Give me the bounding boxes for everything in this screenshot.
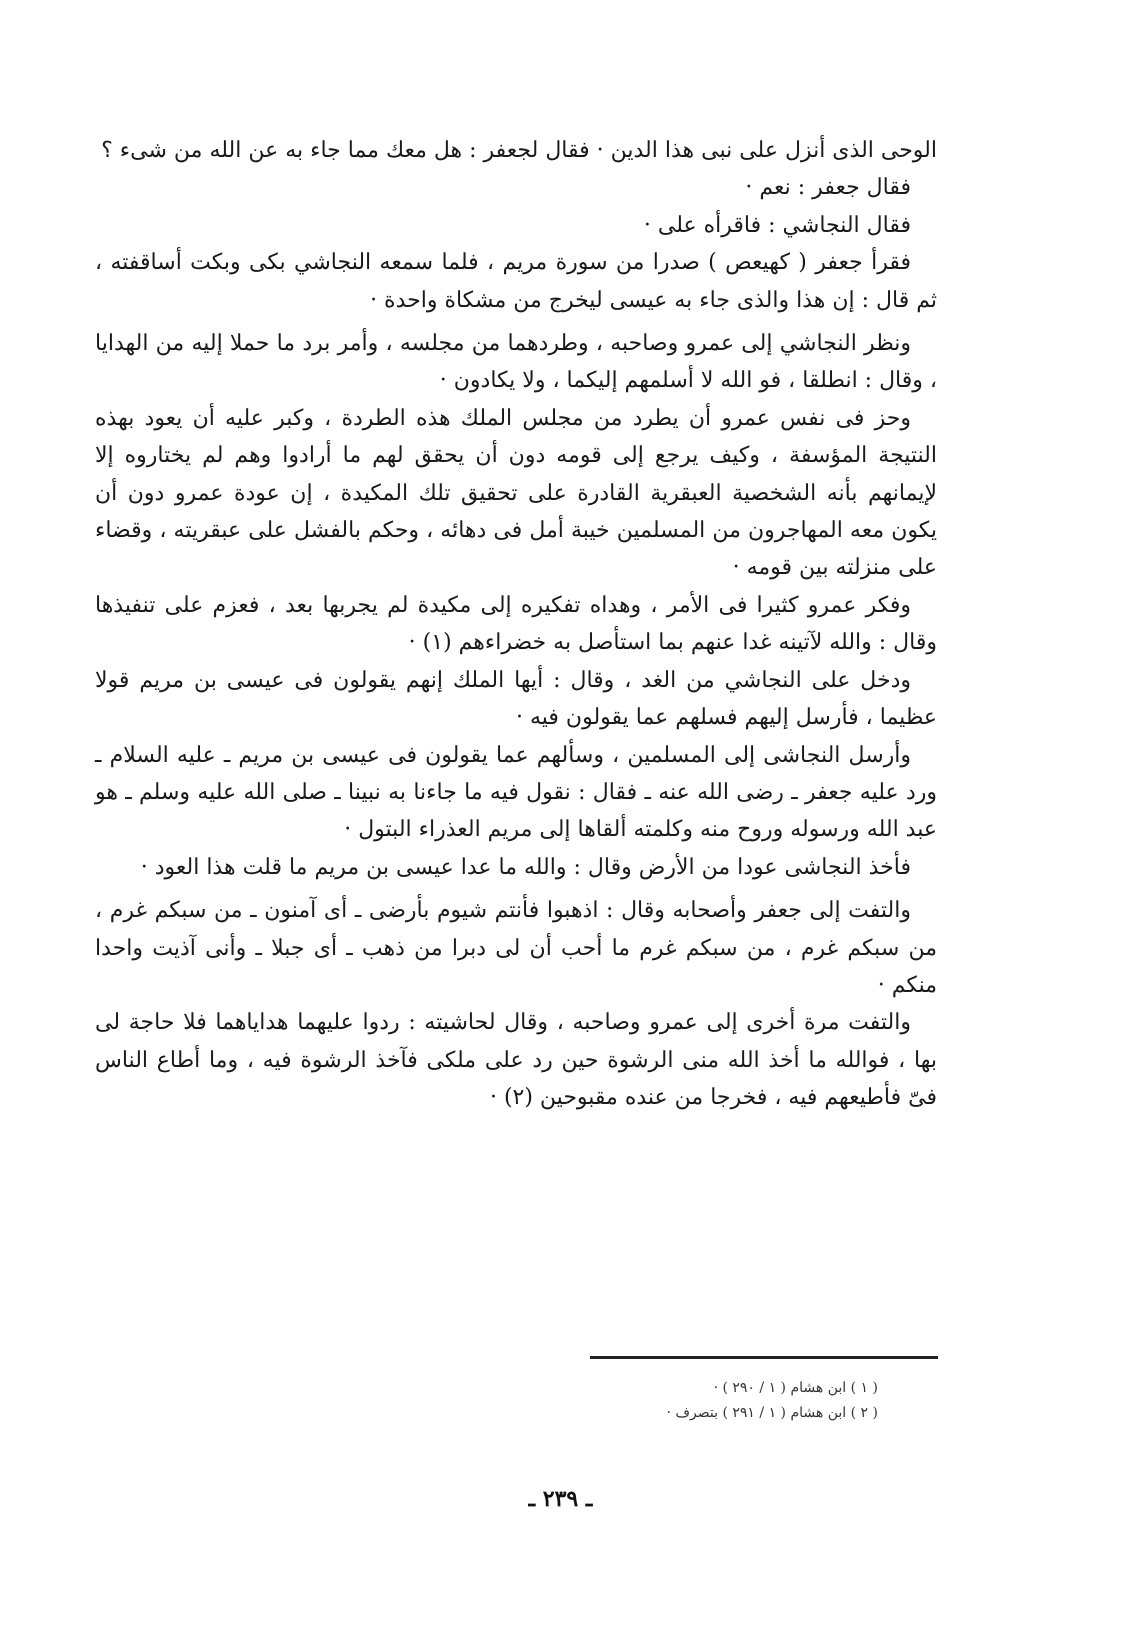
paragraph-5: ونظر النجاشي إلى عمرو وصاحبه ، وطردهما من مجلسه ، وأمر برد ما حملا إليه من الهدايا ، وقال : انطلقا ، فو الله لا أسلمهم إليكما ، ولا يكادون · [95, 331, 937, 394]
paragraph-6: وحز فى نفس عمرو أن يطرد من مجلس الملك هذه الطردة ، وكبر عليه أن يعود بهذه النتيجة المؤسفة ، وكيف يرجع إلى قومه دون أن يحقق لهم ما أرادوا وهم لم يختاروه إلا لإيمانهم بأنه الشخصية العبقرية القادرة على تحقيق تلك المكيدة ، إن عودة عمرو دون أن يكون معه المهاجرون من المسلمين خيبة أمل فى دهائه ، وحكم بالفشل على عبقريته ، وقضاء على منزلته بين قومه · [95, 405, 937, 581]
footnote-separator [590, 1356, 938, 1359]
paragraph-3: فقال النجاشي : فاقرأه على · [643, 212, 911, 238]
paragraph-12: والتفت مرة أخرى إلى عمرو وصاحبه ، وقال لحاشيته : ردوا عليهما هداياهما فلا حاجة لى بها ، فوالله ما أخذ الله منى الرشوة حين رد على ملكى فآخذ الرشوة فيه ، وما أطاع الناس فىّ فأطيعهم فيه ، فخرجا من عنده مقبوحين (٢) · [95, 1010, 937, 1111]
page-number: ـ ٢٣٩ ـ [528, 1486, 593, 1512]
page-body [95, 132, 937, 1117]
body-text [95, 132, 937, 1117]
paragraph-7: وفكر عمرو كثيرا فى الأمر ، وهداه تفكيره إلى مكيدة لم يجربها بعد ، فعزم على تنفيذها وقال : والله لآتينه غدا عنهم بما استأصل به خضراءهم (١) · [95, 592, 937, 656]
paragraph-10: فأخذ النجاشى عودا من الأرض وقال : والله ما عدا عيسى بن مريم ما قلت هذا العود · [140, 854, 911, 880]
paragraph-1: الوحى الذى أنزل على نبى هذا الدين · فقال لجعفر : هل معك مما جاء به عن الله من شىء ؟ [101, 138, 937, 163]
paragraph-8: ودخل على النجاشي من الغد ، وقال : أيها الملك إنهم يقولون فى عيسى بن مريم قولا عظيما ، فأرسل إليهم فسلهم عما يقولون فيه · [95, 667, 937, 731]
footnote-1: ( ١ ) ابن هشام ( ١ / ٢٩٠ ) · [713, 1380, 878, 1396]
paragraph-2: فقال جعفر : نعم · [745, 175, 911, 201]
paragraph-4: فقرأ جعفر ( كهيعص ) صدرا من سورة مريم ، فلما سمعه النجاشي بكى وبكت أساقفته ، ثم قال : إن هذا والذى جاء به عيسى ليخرج من مشكاة واحدة · [95, 250, 937, 313]
footnote-2: ( ٢ ) ابن هشام ( ١ / ٢٩١ ) بتصرف · [666, 1405, 878, 1421]
paragraph-9: وأرسل النجاشى إلى المسلمين ، وسألهم عما يقولون فى عيسى بن مريم ـ عليه السلام ـ ورد عليه جعفر ـ رضى الله عنه ـ فقال : نقول فيه ما جاءنا به نبينا ـ صلى الله عليه وسلم ـ هو عبد الله ورسوله وروح منه وكلمته ألقاها إلى مريم العذراء البتول · [95, 742, 937, 843]
footnotes [560, 1376, 878, 1426]
paragraph-11: والتفت إلى جعفر وأصحابه وقال : اذهبوا فأنتم شيوم بأرضى ـ أى آمنون ـ من سبكم غرم ، من سبكم غرم ، من سبكم غرم ما أحب أن لى دبرا من ذهب ـ أى جبلا ـ وأنى آذيت واحدا منكم · [95, 898, 937, 998]
